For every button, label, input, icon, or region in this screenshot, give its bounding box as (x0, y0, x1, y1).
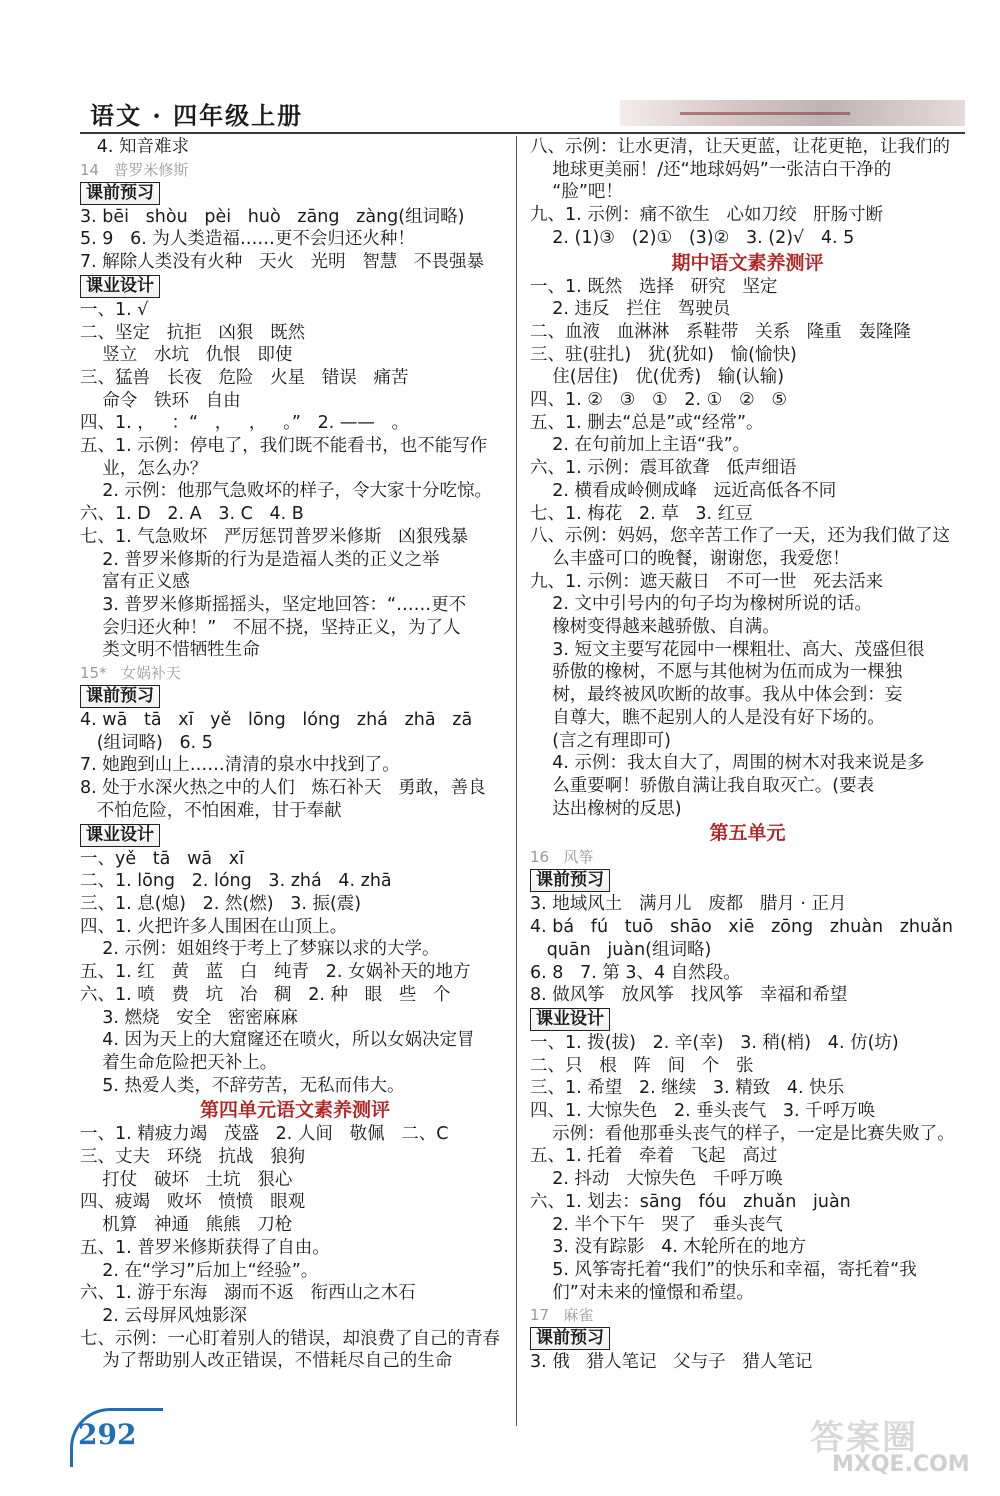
answer-line: 四、1. 火把许多人围困在山顶上。 (80, 916, 348, 937)
answer-line: 2. 半个下午 哭了 垂头丧气 (530, 1214, 783, 1235)
answer-line: 们”对未来的憧憬和希望。 (530, 1282, 754, 1303)
answer-line: 命令 铁环 自由 (80, 390, 241, 411)
answer-line: 一、1. 既然 选择 研究 坚定 (530, 276, 778, 297)
answer-line: 业，怎么办？ (80, 458, 208, 479)
answer-line: 八、示例：妈妈，您辛苦工作了一天，还为我们做了这 (530, 526, 950, 547)
answer-line: 8. 做风筝 放风筝 找风筝 幸福和希望 (530, 985, 848, 1006)
answer-line: 2. 违反 拦住 驾驶员 (530, 299, 731, 320)
answer-line: 5. 9 6. 为人类造福……更不会归还火种！ (80, 229, 415, 250)
unit-title: 第五单元 (709, 822, 786, 845)
answer-line: 二、坚定 抗拒 凶狠 既然 (80, 322, 306, 343)
answer-line: 四、1. ， ：“ ， ， 。” 2. —— 。 (80, 413, 410, 434)
answer-line: 2. 在“学习”后加上“经验”。 (80, 1260, 319, 1281)
answer-line: 六、1. 示例：震耳欲聋 低声细语 (530, 458, 797, 479)
section-heading: 课前预习 (530, 1327, 610, 1350)
answer-line: 7. 解除人类没有火种 天火 光明 智慧 不畏强暴 (80, 252, 485, 273)
answer-line: 8. 处于水深火热之中的人们 炼石补天 勇敢，善良 (80, 778, 486, 799)
answer-line: 4. 知音难求 (80, 137, 189, 157)
left-column (80, 136, 510, 1373)
answer-line: 六、1. 喷 费 坑 冶 稠 2. 种 眼 些 个 (80, 984, 451, 1005)
answer-line: 七、示例：一心盯着别人的错误，却浪费了自己的青春 (80, 1328, 500, 1349)
answer-line: 2. 示例：他那气急败坏的样子，令大家十分吃惊。 (80, 481, 493, 502)
lesson-title: 16 风筝 (530, 848, 594, 867)
answer-line: 么丰盛可口的晚餐，谢谢您，我爱您！ (530, 548, 850, 569)
answer-line: 2. 在句前加上主语“我”。 (530, 435, 751, 456)
answer-line: 自尊大，瞧不起别人的人是没有好下场的。 (530, 707, 885, 728)
answer-line: 四、1. ② ③ ① 2. ① ② ⑤ (530, 390, 788, 411)
section-heading-row (530, 1007, 965, 1032)
section-heading: 课前预习 (530, 869, 610, 892)
answer-line: 3. 地域风土 满月儿 废都 腊月 · 正月 (530, 894, 847, 915)
answer-line: 橡树变得越来越骄傲、自满。 (530, 617, 780, 638)
answer-line: 七、1. 梅花 2. 草 3. 红豆 (530, 503, 753, 524)
section-heading-row (80, 684, 510, 709)
answer-line: 五、1. 示例：停电了，我们既不能看书，也不能写作 (80, 436, 488, 457)
answer-line: 达出橡树的反思) (530, 798, 682, 819)
answer-line: 2. (1)③ (2)① (3)② 3. (2)√ 4. 5 (530, 227, 855, 248)
section-heading: 课业设计 (530, 1008, 610, 1031)
answer-line: 2. 示例：姐姐终于考上了梦寐以求的大学。 (80, 939, 440, 960)
answer-line: 2. 文中引号内的句子均为橡树所说的话。 (530, 594, 873, 615)
answer-line: 五、1. 普罗米修斯获得了自由。 (80, 1237, 330, 1258)
answer-line: 2. 普罗米修斯的行为是造福人类的正义之举 (80, 549, 440, 570)
answer-line: (言之有理即可) (530, 730, 671, 751)
answer-line: 七、1. 气急败坏 严厉惩罚普罗米修斯 凶狠残暴 (80, 526, 469, 547)
answer-line: 三、1. 希望 2. 继续 3. 精致 4. 快乐 (530, 1078, 845, 1099)
section-heading-row (80, 823, 510, 848)
answer-line: 示例：看他那垂头丧气的样子，一定是比赛失败了。 (530, 1123, 955, 1144)
header-rule (80, 132, 965, 134)
lesson-title: 15* 女娲补天 (80, 664, 181, 683)
answer-line: 会归还火种！” 不屈不挠，坚持正义，为了人 (80, 617, 461, 638)
lesson-title: 14 普罗米修斯 (80, 160, 189, 179)
answer-line: 4. wā tā xī yě lōng lóng zhá zhā zā (80, 710, 473, 731)
answer-line: 3. 俄 猎人笔记 父与子 猎人笔记 (530, 1352, 813, 1373)
page-number: 292 (78, 1418, 137, 1451)
answer-line: 竖立 水坑 仇恨 即使 (80, 345, 293, 366)
answer-line: 打仗 破坏 土坑 狠心 (80, 1169, 293, 1190)
answer-line: 5. 风筝寄托着“我们”的快乐和幸福，寄托着“我 (530, 1259, 917, 1280)
answer-line: 7. 她跑到山上……清清的泉水中找到了。 (80, 755, 400, 776)
answer-line: 骄傲的橡树，不愿与其他树为伍而成为一棵独 (530, 662, 903, 683)
page-header (80, 92, 965, 134)
answer-line: 一、1. 拨(拔) 2. 辛(幸) 3. 稍(梢) 4. 仿(坊) (530, 1032, 899, 1053)
answer-line: 九、1. 示例：痛不欲生 心如刀绞 肝肠寸断 (530, 205, 884, 226)
answer-line: 3. 普罗米修斯摇摇头，坚定地回答：“……更不 (80, 594, 467, 615)
answer-line: 么重要啊！骄傲自满让我自取灭亡。(要表 (530, 775, 875, 796)
unit-title: 第四单元语文素养测评 (199, 1099, 390, 1122)
answer-line: 2. 云母屏风烛影深 (80, 1305, 248, 1326)
column-divider (516, 136, 517, 1426)
answer-line: 四、疲竭 败坏 愤愤 眼观 (80, 1192, 306, 1213)
watermark-logo: 答案圈 (810, 1418, 918, 1458)
answer-line: 地球更美丽！/还“地球妈妈”一张洁白干净的 (530, 159, 892, 180)
section-heading: 课业设计 (80, 275, 160, 298)
answer-line: 机算 神通 熊熊 刀枪 (80, 1215, 293, 1236)
header-decoration (620, 100, 965, 126)
answer-line: 3. 短文主要写花园中一棵粗壮、高大、茂盛但很 (530, 639, 925, 660)
answer-line: 六、1. 划去：sāng fóu zhuǎn juàn (530, 1191, 851, 1212)
answer-line: 三、丈夫 环绕 抗战 狼狗 (80, 1147, 306, 1168)
section-heading-row (530, 868, 965, 893)
answer-line: 二、1. lōng 2. lóng 3. zhá 4. zhā (80, 871, 392, 892)
lesson-title: 17 麻雀 (530, 1306, 594, 1325)
section-heading-row (80, 274, 510, 299)
answer-line: 四、1. 大惊失色 2. 垂头丧气 3. 千呼万唤 (530, 1101, 876, 1122)
answer-line: 为了帮助别人改正错误，不惜耗尽自己的生命 (80, 1351, 453, 1372)
answer-line: 三、驻(驻扎) 犹(犹如) 愉(愉快) (530, 344, 797, 365)
answer-line: 4. bá fú tuō shāo xiē zōng zhuàn zhuǎn (530, 917, 953, 938)
answer-line: 不怕危险，不怕困难，甘于奉献 (80, 800, 342, 821)
answer-line: 一、yě tā wā xī (80, 848, 245, 869)
section-heading-row (530, 1326, 965, 1351)
section-heading: 课前预习 (80, 182, 160, 205)
answer-line: 5. 热爱人类，不辞劳苦，无私而伟大。 (80, 1075, 405, 1096)
answer-line: 五、1. 托着 牵着 飞起 高过 (530, 1146, 778, 1167)
answer-line: 类文明不惜牺牲生命 (80, 640, 260, 661)
answer-line: 九、1. 示例：遮天蔽日 不可一世 死去活来 (530, 571, 884, 592)
answer-line: 五、1. 删去“总是”或“经常”。 (530, 412, 764, 433)
answer-line: 3. 燃烧 安全 密密麻麻 (80, 1007, 298, 1028)
answer-line: 4. 因为天上的大窟窿还在喷火，所以女娲决定冒 (80, 1030, 475, 1051)
answer-line: 富有正义感 (80, 572, 190, 593)
answer-line: 3. bēi shòu pèi huò zāng zàng(组词略) (80, 206, 465, 227)
answer-line: 八、示例：让水更清，让天更蓝，让花更艳，让我们的 (530, 137, 950, 157)
answer-line: 6. 8 7. 第 3、4 自然段。 (530, 962, 741, 983)
answer-line: 一、1. 精疲力竭 茂盛 2. 人间 敬佩 二、C (80, 1124, 449, 1145)
answer-line: 三、1. 息(熄) 2. 然(燃) 3. 振(震) (80, 893, 362, 914)
answer-line: 2. 横看成岭侧成峰 远近高低各不同 (530, 480, 837, 501)
answer-line: quān juàn(组词略) (530, 939, 712, 960)
unit-title: 期中语文素养测评 (671, 251, 824, 274)
answer-line: 3. 没有踪影 4. 木轮所在的地方 (530, 1237, 806, 1258)
answer-line: 六、1. D 2. A 3. C 4. B (80, 504, 304, 525)
answer-line: 一、1. √ (80, 299, 149, 320)
answer-line: 五、1. 红 黄 蓝 白 纯青 2. 女娲补天的地方 (80, 962, 471, 983)
book-title: 语文 · 四年级上册 (90, 101, 304, 130)
answer-line: 住(居住) 优(优秀) 输(认输) (530, 367, 785, 388)
answer-line: 树，最终被风吹断的故事。我从中体会到：妄 (530, 685, 903, 706)
right-column (530, 136, 965, 1374)
section-heading: 课前预习 (80, 685, 160, 708)
answer-line: 六、1. 游于东海 溺而不返 衔西山之木石 (80, 1283, 416, 1304)
answer-line: “脸”吧！ (530, 182, 623, 203)
answer-line: 着生命危险把天补上。 (80, 1052, 278, 1073)
answer-line: 二、只 根 阵 间 个 张 (530, 1055, 754, 1076)
answer-line: (组词略) 6. 5 (80, 732, 213, 753)
answer-line: 2. 抖动 大惊失色 千呼万唤 (530, 1169, 783, 1190)
section-heading-row (80, 181, 510, 206)
watermark-url: MXQE.COM (832, 1452, 970, 1477)
answer-line: 4. 示例：我太自大了，周围的树木对我来说是多 (530, 753, 925, 774)
answer-line: 三、猛兽 长夜 危险 火星 错误 痛苦 (80, 367, 409, 388)
answer-line: 二、血液 血淋淋 系鞋带 关系 隆重 轰隆隆 (530, 321, 911, 342)
section-heading: 课业设计 (80, 824, 160, 847)
